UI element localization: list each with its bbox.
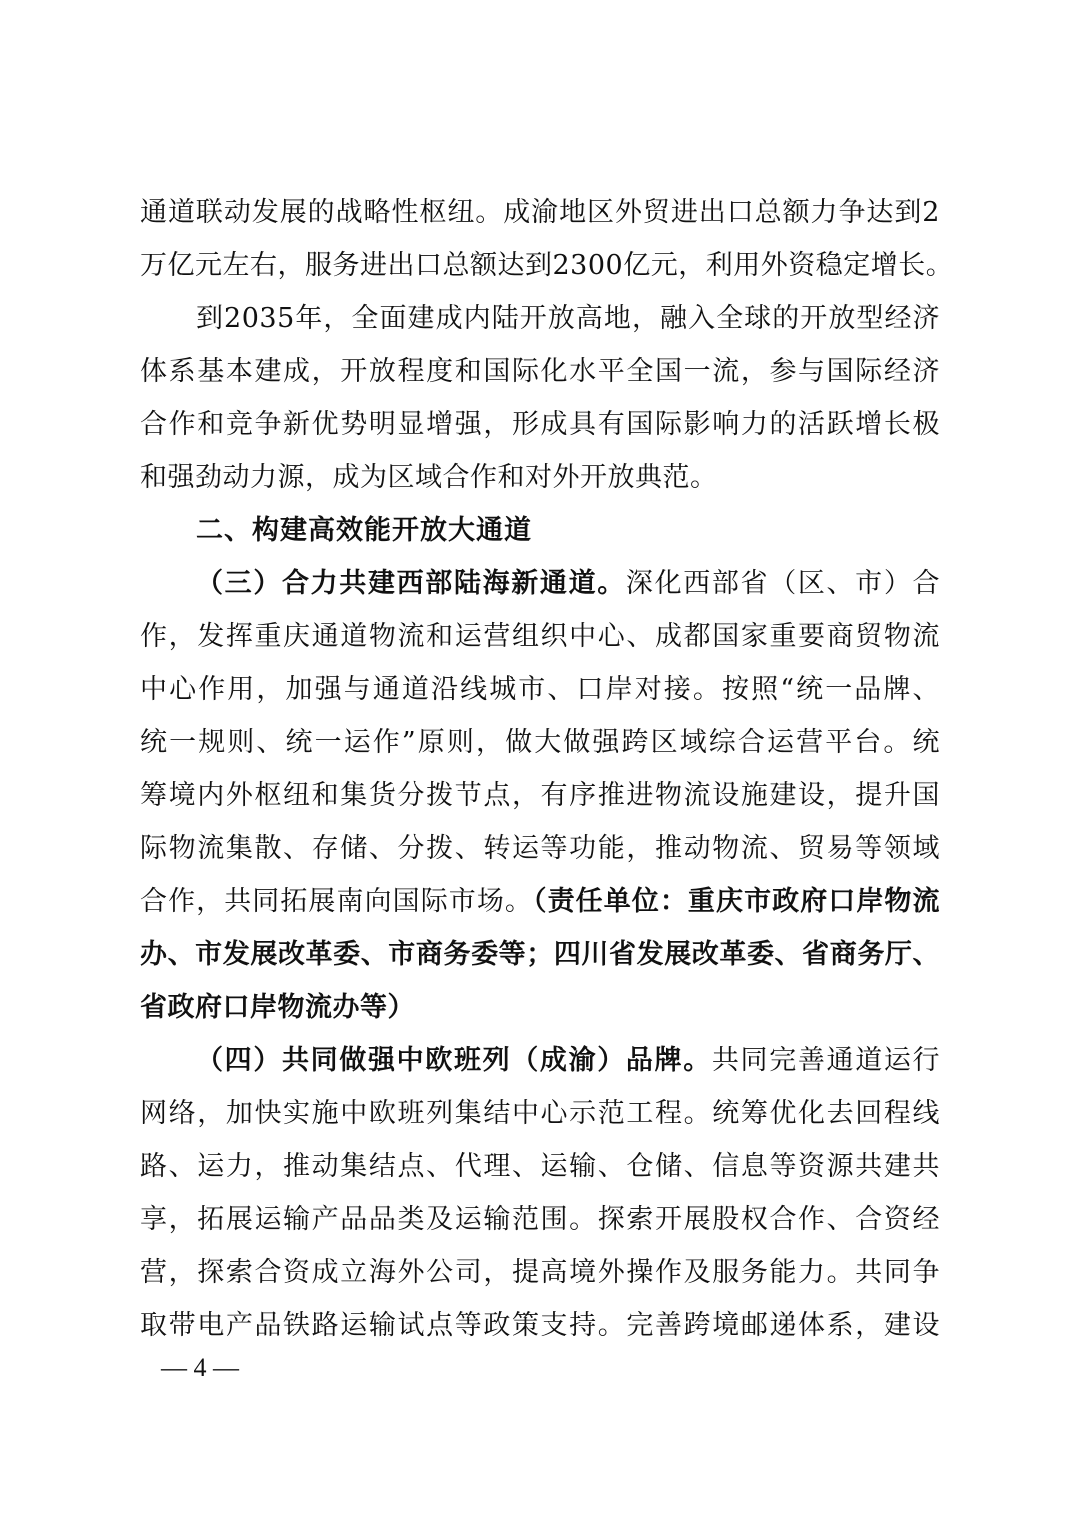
text-line: 和强劲动力源，成为区域合作和对外开放典范。	[140, 462, 718, 493]
text-line: 筹境内外枢纽和集货分拨节点，有序推进物流设施建设，提升国	[140, 780, 940, 811]
responsibility-note: 办、市发展改革委、市商务委等；四川省发展改革委、省商务厅、	[140, 939, 940, 970]
text-line: 合作和竞争新优势明显增强，形成具有国际影响力的活跃增长极	[140, 409, 940, 440]
text-line: 统一规则、统一运作”原则，做大做强跨区域综合运营平台。统	[140, 727, 940, 758]
section-heading: 二、构建高效能开放大通道	[196, 515, 532, 546]
text-line: 享，拓展运输产品品类及运输范围。探索开展股权合作、合资经	[140, 1204, 940, 1235]
text-line: 通道联动发展的战略性枢纽。成渝地区外贸进出口总额力争达到2	[140, 197, 940, 228]
text-line	[140, 881, 940, 923]
text-line: 网络，加快实施中欧班列集结中心示范工程。统筹优化去回程线	[140, 1098, 940, 1129]
page-number: — 4 —	[161, 1353, 239, 1382]
text-line: 万亿元左右，服务进出口总额达到2300亿元，利用外资稳定增长。	[140, 250, 954, 281]
text-line: 到2035年，全面建成内陆开放高地，融入全球的开放型经济	[196, 303, 940, 334]
subsection-title: （三）合力共建西部陆海新通道。	[196, 568, 626, 599]
text-line: 取带电产品铁路运输试点等政策支持。完善跨境邮递体系，建设	[140, 1310, 940, 1341]
text-segment: 共同完善通道运行	[711, 1045, 941, 1076]
responsibility-note: 省政府口岸物流办等）	[140, 992, 415, 1023]
text-line: 体系基本建成，开放程度和国际化水平全国一流，参与国际经济	[140, 356, 940, 387]
text-segment: 深化西部省（区、市）合	[625, 568, 941, 599]
text-line: 营，探索合资成立海外公司，提高境外操作及服务能力。共同争	[140, 1257, 940, 1288]
text-line: 际物流集散、存储、分拨、转运等功能，推动物流、贸易等领域	[140, 833, 940, 864]
text-line	[196, 563, 940, 605]
text-line: 中心作用，加强与通道沿线城市、口岸对接。按照“统一品牌、	[140, 674, 940, 705]
text-line	[196, 1040, 940, 1082]
text-line: 路、运力，推动集结点、代理、运输、仓储、信息等资源共建共	[140, 1151, 940, 1182]
responsibility-note: （责任单位：重庆市政府口岸物流	[533, 886, 940, 917]
text-line: 作，发挥重庆通道物流和运营组织中心、成都国家重要商贸物流	[140, 621, 940, 652]
text-segment: 合作，共同拓展南向国际市场。	[140, 886, 533, 917]
subsection-title: （四）共同做强中欧班列（成渝）品牌。	[196, 1045, 712, 1076]
